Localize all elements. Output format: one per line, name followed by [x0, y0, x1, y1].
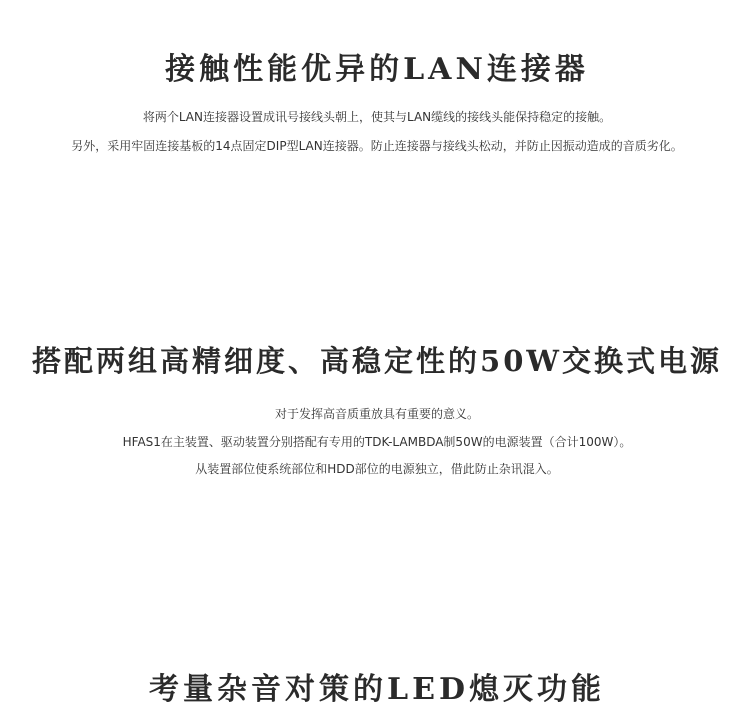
section-led-off	[0, 664, 754, 708]
section-paragraph: 另外，采用牢固连接基板的14点固定DIP型LAN连接器。防止连接器与接线头松动，并防止因振动造成的音质劣化。	[71, 139, 683, 153]
section-paragraph: 从装置部位使系统部位和HDD部位的电源独立，借此防止杂讯混入。	[195, 462, 559, 476]
section-heading: 接触性能优异的LAN连接器	[165, 52, 589, 87]
section-paragraph: 将两个LAN连接器设置成讯号接线头朝上，使其与LAN缆线的接线头能保持稳定的接触。	[142, 110, 612, 124]
section-heading: 搭配两组高精细度、高稳定性的50W交换式电源	[32, 344, 722, 378]
section-paragraph: 对于发挥高音质重放具有重要的意义。	[274, 407, 479, 421]
section-paragraph: HFAS1在主装置、驱动装置分别搭配有专用的TDK-LAMBDA制50W的电源装置（合计100W）。	[122, 435, 632, 449]
section-heading: 考量杂音对策的LED熄灭功能	[149, 672, 605, 707]
section-lan-connector	[0, 44, 754, 153]
section-power-supply	[0, 339, 754, 476]
